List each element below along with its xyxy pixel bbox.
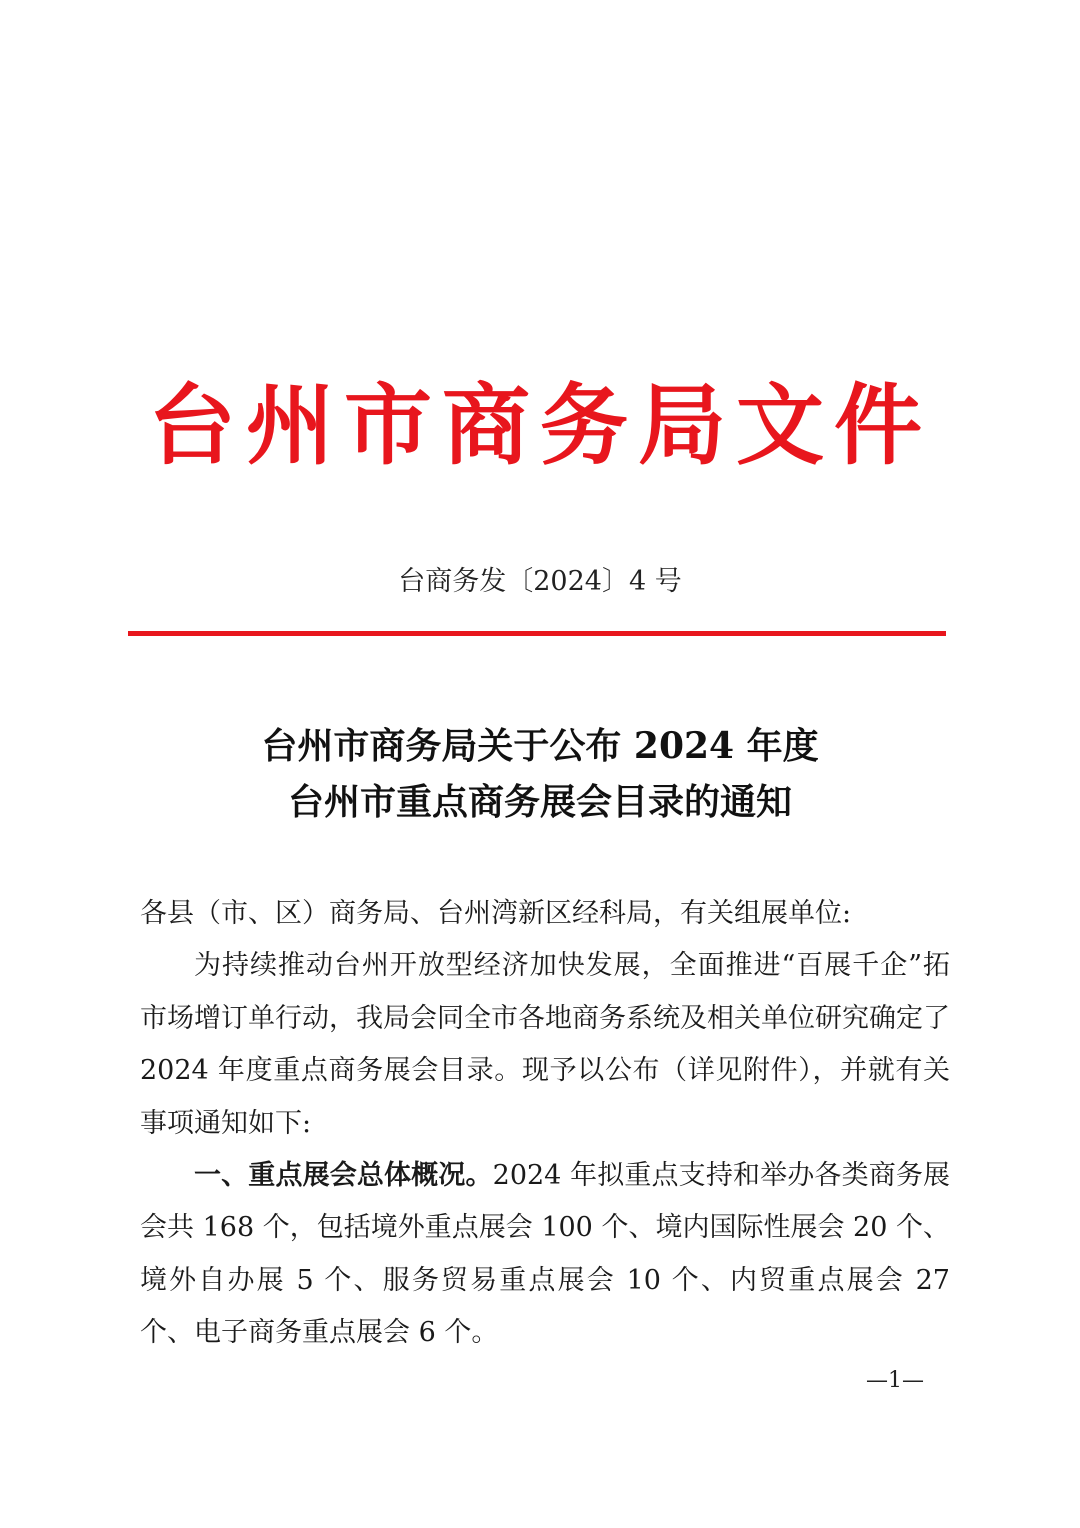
notice-body <box>140 888 950 1360</box>
notice-title-line-1: 台州市商务局关于公布 2024 年度 <box>261 725 819 767</box>
section-1-paragraph <box>140 1150 950 1360</box>
red-divider-line <box>128 631 946 636</box>
intro-paragraph: 为持续推动台州开放型经济加快发展，全面推进“百展千企”拓市场增订单行动，我局会同全市各地商务系统及相关单位研究确定了 2024 年度重点商务展会目录。现予以公布（详见附件），并就有关事项通知如下: <box>140 950 950 1139</box>
document-header-title: 台州市商务局文件 <box>147 373 932 477</box>
salutation: 各县（市、区）商务局、台州湾新区经科局，有关组展单位: <box>140 898 852 929</box>
page-number: —1— <box>866 1368 924 1393</box>
section-1-heading: 一、重点展会总体概况。 <box>194 1160 493 1192</box>
section-1-text: 2024 年拟重点支持和举办各类商务展会共 168 个，包括境外重点展会 100 个、境内国际性展会 20 个、境外自办展 5 个、服务贸易重点展会 10 个、内贸重点展会 27 个、电子商务重点展会 6 个。 <box>140 1160 951 1349</box>
notice-title <box>0 718 1080 830</box>
document-number: 台商务发〔2024〕4 号 <box>398 566 682 597</box>
notice-title-line-2: 台州市重点商务展会目录的通知 <box>287 781 792 823</box>
